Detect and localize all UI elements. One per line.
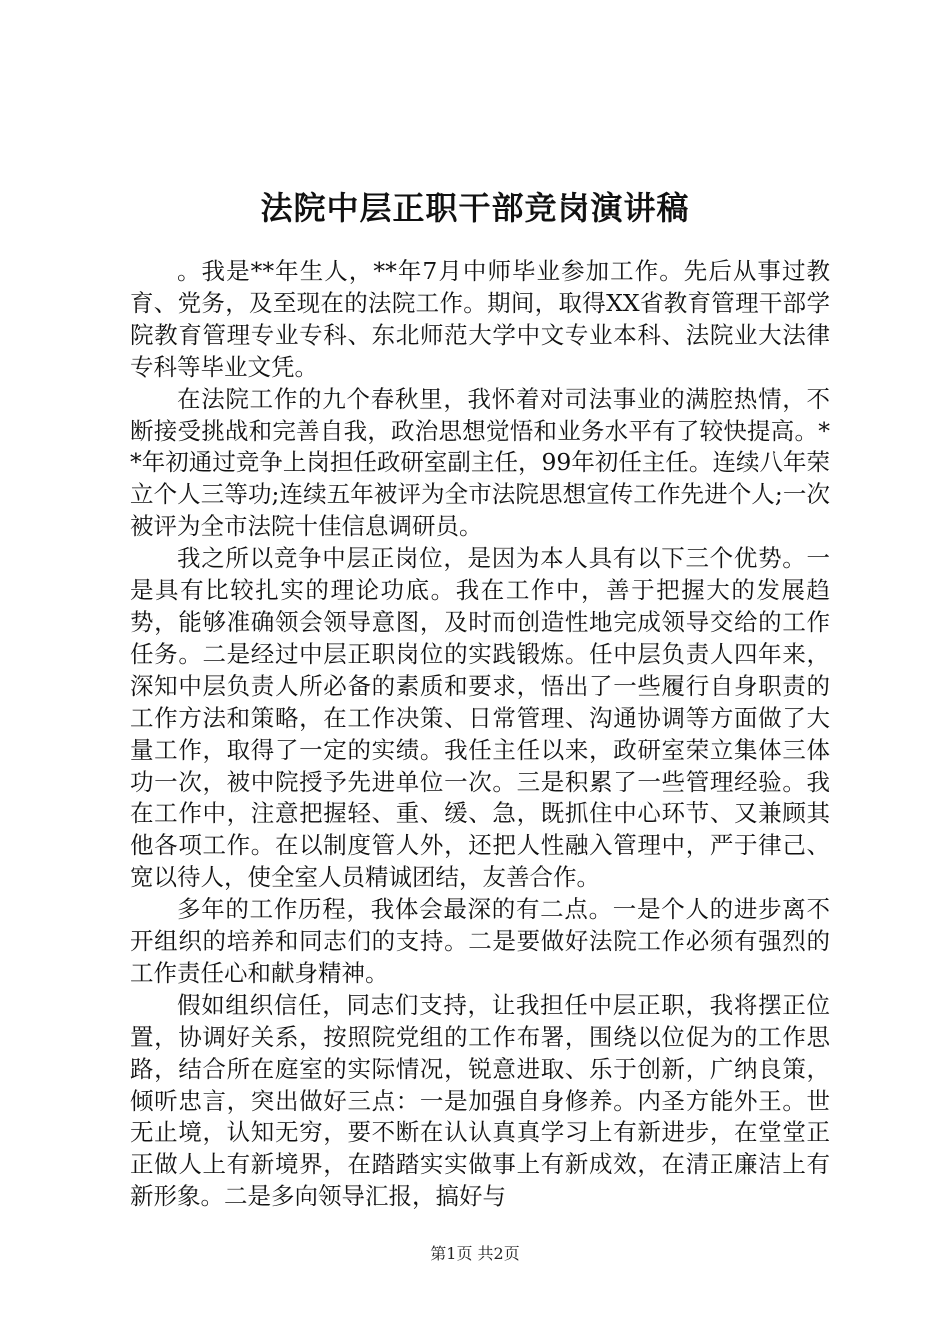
paragraph-1: 。我是**年生人，**年7月中师毕业参加工作。先后从事过教育、党务，及至现在的法院工作。期间，取得XX省教育管理干部学院教育管理专业专科、东北师范大学中文专业本科、法院业大法律专科等毕业文凭。	[130, 257, 830, 381]
paragraph-4: 多年的工作历程，我体会最深的有二点。一是个人的进步离不开组织的培养和同志们的支持。二是要做好法院工作必须有强烈的工作责任心和献身精神。	[130, 895, 830, 987]
paragraph-2: 在法院工作的九个春秋里，我怀着对司法事业的满腔热情，不断接受挑战和完善自我，政治思想觉悟和业务水平有了较快提高。**年初通过竞争上岗担任政研室副主任，99年初任主任。连续八年荣立个人三等功;连续五年被评为全市法院思想宣传工作先进个人;一次被评为全市法院十佳信息调研员。	[130, 384, 830, 541]
document-body	[130, 256, 830, 1213]
paragraph-5: 假如组织信任，同志们支持，让我担任中层正职，我将摆正位置，协调好关系，按照院党组的工作布署，围绕以位促为的工作思路，结合所在庭室的实际情况，锐意进取、乐于创新，广纳良策，倾听忠言，突出做好三点：一是加强自身修养。内圣方能外王。世无止境，认知无穷，要不断在认认真真学习上有新进步，在堂堂正正做人上有新境界，在踏踏实实做事上有新成效，在清正廉洁上有新形象。二是多向领导汇报，搞好与	[130, 990, 830, 1211]
page-footer: 第1页 共2页	[430, 1244, 520, 1263]
paragraph-3: 我之所以竞争中层正岗位，是因为本人具有以下三个优势。一是具有比较扎实的理论功底。我在工作中，善于把握大的发展趋势，能够准确领会领导意图，及时而创造性地完成领导交给的工作任务。二是经过中层正职岗位的实践锻炼。任中层负责人四年来，深知中层负责人所必备的素质和要求，悟出了一些履行自身职责的工作方法和策略，在工作决策、日常管理、沟通协调等方面做了大量工作，取得了一定的实绩。我任主任以来，政研室荣立集体三体功一次，被中院授予先进单位一次。三是积累了一些管理经验。我在工作中，注意把握轻、重、缓、急，既抓住中心环节、又兼顾其他各项工作。在以制度管人外，还把人性融入管理中，严于律己、宽以待人，使全室人员精诚团结，友善合作。	[130, 544, 830, 892]
document-title: 法院中层正职干部竞岗演讲稿	[260, 189, 690, 227]
